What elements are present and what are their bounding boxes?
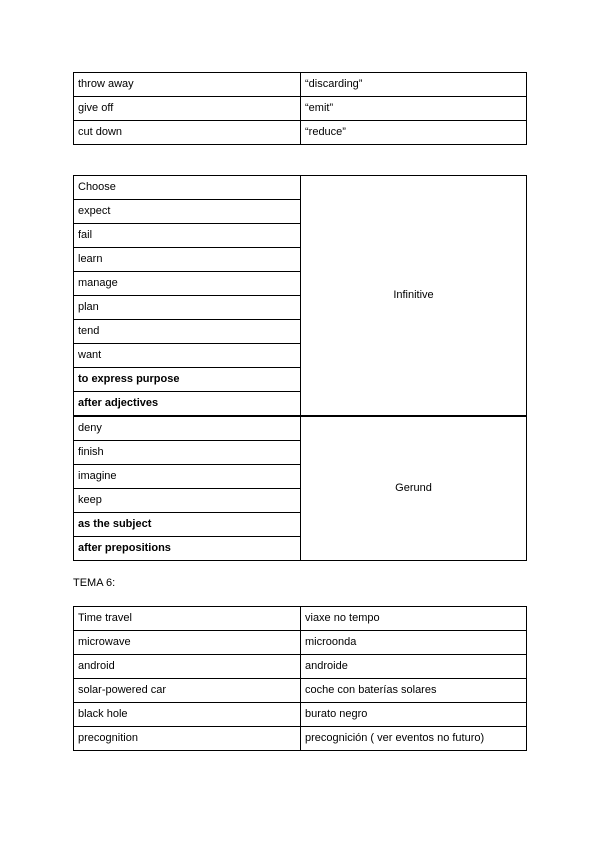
galician-cell: burato negro — [301, 703, 527, 727]
english-cell: android — [74, 655, 301, 679]
verb-cell: finish — [74, 441, 301, 465]
vocabulary-table — [73, 606, 527, 751]
rule-cell: as the subject — [74, 513, 301, 537]
infinitive-label: Infinitive — [301, 176, 527, 417]
verb-cell: tend — [74, 320, 301, 344]
table-row — [74, 121, 527, 145]
table-row — [74, 727, 527, 751]
galician-cell: viaxe no tempo — [301, 607, 527, 631]
table-row — [74, 176, 527, 200]
term-cell: throw away — [74, 73, 301, 97]
galician-cell: precognición ( ver eventos no futuro) — [301, 727, 527, 751]
verb-cell: expect — [74, 200, 301, 224]
table-row — [74, 73, 527, 97]
verb-cell: learn — [74, 248, 301, 272]
table-row — [74, 631, 527, 655]
phrasal-verbs-table — [73, 72, 527, 145]
table-row — [74, 655, 527, 679]
meaning-cell: “emit” — [301, 97, 527, 121]
galician-cell: microonda — [301, 631, 527, 655]
table-row — [74, 703, 527, 727]
verb-cell: Choose — [74, 176, 301, 200]
english-cell: precognition — [74, 727, 301, 751]
galician-cell: coche con baterías solares — [301, 679, 527, 703]
verb-cell: keep — [74, 489, 301, 513]
english-cell: solar-powered car — [74, 679, 301, 703]
english-cell: Time travel — [74, 607, 301, 631]
table-row — [74, 416, 527, 441]
verb-cell: deny — [74, 416, 301, 441]
rule-cell: after adjectives — [74, 392, 301, 417]
verb-cell: plan — [74, 296, 301, 320]
table-row — [74, 679, 527, 703]
english-cell: microwave — [74, 631, 301, 655]
term-cell: give off — [74, 97, 301, 121]
verb-cell: imagine — [74, 465, 301, 489]
meaning-cell: “reduce” — [301, 121, 527, 145]
table-row — [74, 607, 527, 631]
section-heading: TEMA 6: — [73, 577, 116, 589]
verb-cell: want — [74, 344, 301, 368]
verb-cell: fail — [74, 224, 301, 248]
galician-cell: androide — [301, 655, 527, 679]
meaning-cell: “discarding” — [301, 73, 527, 97]
english-cell: black hole — [74, 703, 301, 727]
verb-patterns-table — [73, 175, 527, 561]
gerund-label: Gerund — [301, 416, 527, 561]
term-cell: cut down — [74, 121, 301, 145]
rule-cell: after prepositions — [74, 537, 301, 561]
table-row — [74, 97, 527, 121]
rule-cell: to express purpose — [74, 368, 301, 392]
verb-cell: manage — [74, 272, 301, 296]
